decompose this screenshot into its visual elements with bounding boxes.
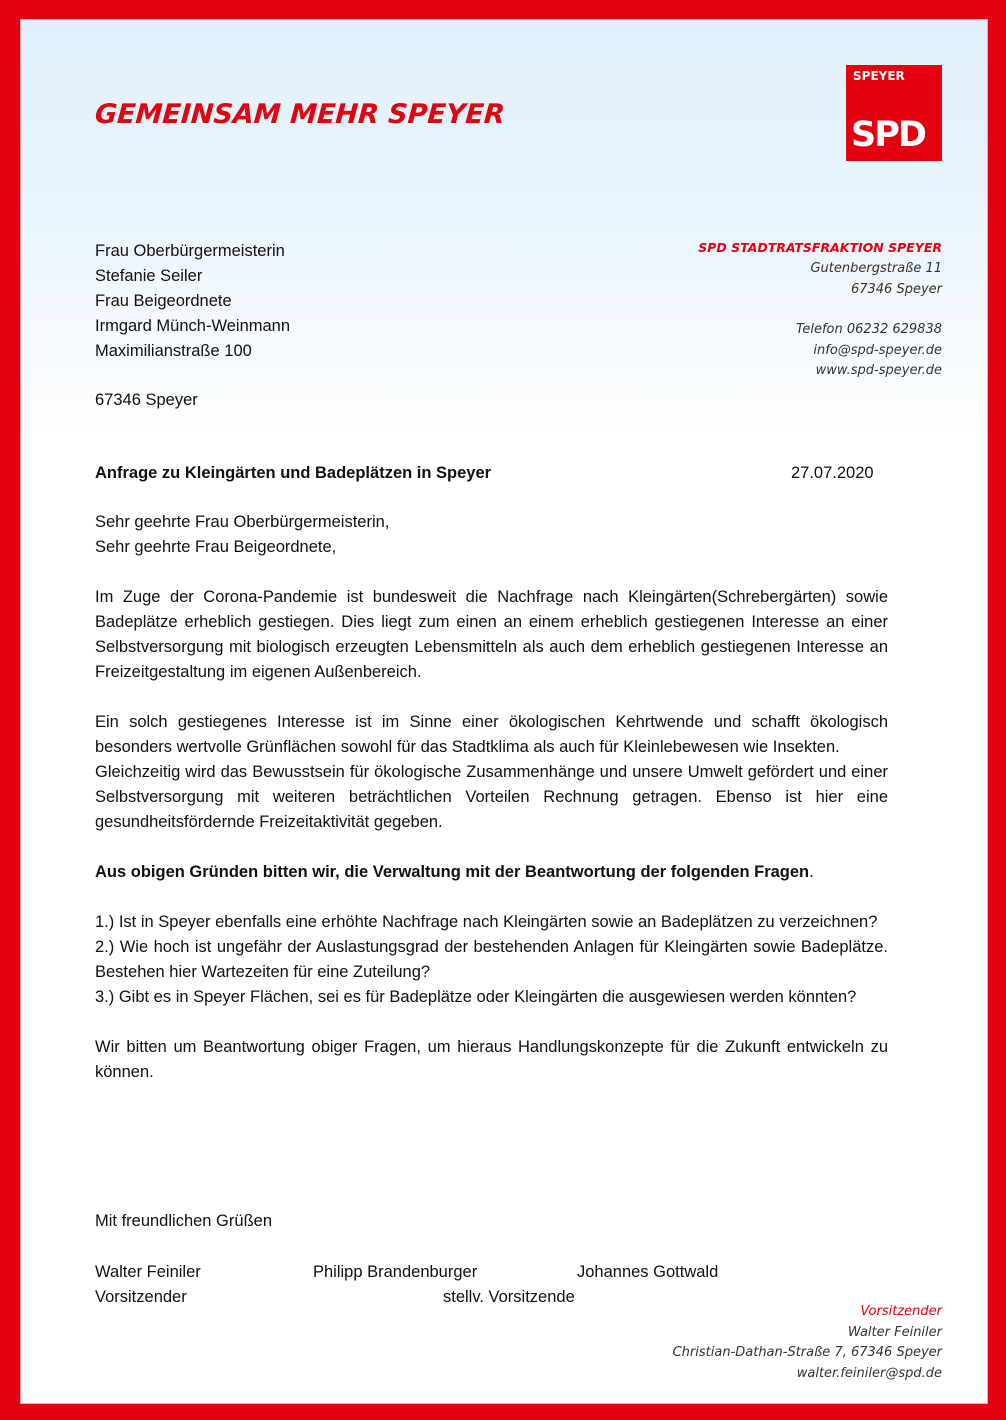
recipient-line: Frau Beigeordnete bbox=[95, 292, 232, 310]
recipient-line: Frau Oberbürgermeisterin bbox=[95, 242, 285, 260]
letter-page bbox=[20, 19, 988, 1404]
letter-date: 27.07.2020 bbox=[791, 464, 874, 482]
question-item: 1.) Ist in Speyer ebenfalls eine erhöhte Nachfrage nach Kleingärten sowie an Badeplätzen zu verzeichnen? bbox=[95, 913, 878, 931]
sender-street: Gutenbergstraße 11 bbox=[810, 261, 942, 276]
sender-email[interactable]: info@spd-speyer.de bbox=[813, 342, 942, 358]
footer-name: Walter Feiniler bbox=[847, 1324, 942, 1340]
footer-email[interactable]: walter.feiniler@spd.de bbox=[796, 1365, 942, 1381]
letter-body bbox=[95, 510, 888, 1085]
body-paragraph: Im Zuge der Corona-Pandemie ist bundesweit die Nachfrage nach Kleingärten(Schrebergärten) sowie Badeplätze erheblich gestiegen. Dies liegt zum einen an einem erheblich gestiegenen Interesse an einer Selbstversorgung mit biologisch erzeugten Lebensmitteln als auch dem erheblich gestiegenen Interesse an Freizeitgestaltung im eigenen Außenbereich. bbox=[95, 588, 888, 681]
subject-line: Anfrage zu Kleingärten und Badeplätzen in Speyer bbox=[95, 464, 492, 482]
signatory-name: Philipp Brandenburger bbox=[313, 1263, 478, 1281]
recipient-address bbox=[95, 239, 290, 413]
sender-phone: Telefon 06232 629838 bbox=[796, 322, 942, 337]
logo-city: SPEYER bbox=[853, 69, 905, 83]
signatory-name: Walter Feiniler bbox=[95, 1263, 201, 1281]
sender-block bbox=[698, 240, 942, 382]
body-paragraph: Ein solch gestiegenes Interesse ist im Sinne einer ökologischen Kehrtwende und schafft ökologisch besonders wertvolle Grünflächen sowohl für das Stadtklima als auch für Kleinlebewesen wie Insekten. bbox=[95, 713, 888, 756]
question-item: 2.) Wie hoch ist ungefähr der Auslastungsgrad der bestehenden Anlagen für Kleingärten sowie Badeplätze. Bestehen hier Wartezeiten für eine Zuteilung? bbox=[95, 938, 888, 981]
footer-role: Vorsitzender bbox=[860, 1304, 942, 1319]
signatory-name: Johannes Gottwald bbox=[577, 1263, 719, 1281]
spd-logo bbox=[846, 65, 942, 161]
recipient-line: Irmgard Münch-Weinmann bbox=[95, 317, 291, 335]
sender-organization: SPD STADTRATSFRAKTION SPEYER bbox=[698, 240, 942, 255]
sender-city: 67346 Speyer bbox=[850, 281, 942, 297]
request-statement: Aus obigen Gründen bitten wir, die Verwaltung mit der Beantwortung der folgenden Fragen. bbox=[95, 863, 814, 881]
signatory-role-deputies: stellv. Vorsitzende bbox=[443, 1288, 575, 1306]
closing-line: Mit freundlichen Grüßen bbox=[95, 1212, 272, 1230]
recipient-line: Stefanie Seiler bbox=[95, 267, 203, 285]
question-item: 3.) Gibt es in Speyer Flächen, sei es für Badeplätze oder Kleingärten die ausgewiesen werden könnten? bbox=[95, 988, 857, 1006]
recipient-line: Maximilianstraße 100 bbox=[95, 342, 252, 360]
salutation-line: Sehr geehrte Frau Oberbürgermeisterin, bbox=[95, 513, 390, 531]
final-paragraph: Wir bitten um Beantwortung obiger Fragen, um hieraus Handlungskonzepte für die Zukunft entwickeln zu können. bbox=[95, 1038, 888, 1081]
recipient-city: 67346 Speyer bbox=[95, 391, 198, 409]
sender-website[interactable]: www.spd-speyer.de bbox=[815, 363, 942, 378]
footer-contact bbox=[673, 1302, 942, 1384]
logo-party: SPD bbox=[851, 115, 925, 155]
salutation-line: Sehr geehrte Frau Beigeordnete, bbox=[95, 538, 337, 556]
footer-address: Christian-Dathan-Straße 7, 67346 Speyer bbox=[672, 1345, 942, 1360]
request-statement-text: Aus obigen Gründen bitten wir, die Verwaltung mit der Beantwortung der folgenden Fragen bbox=[95, 863, 810, 881]
body-paragraph: Gleichzeitig wird das Bewusstsein für ökologische Zusammenhänge und unsere Umwelt gefördert und einer Selbstversorgung mit weiteren beträchtlichen Vorteilen Rechnung getragen. Ebenso ist hier eine gesundheitsfördernde Freizeitaktivität gegeben. bbox=[95, 763, 888, 831]
slogan-heading: GEMEINSAM MEHR SPEYER bbox=[93, 99, 506, 130]
signatory-role-chair: Vorsitzender bbox=[95, 1288, 187, 1306]
